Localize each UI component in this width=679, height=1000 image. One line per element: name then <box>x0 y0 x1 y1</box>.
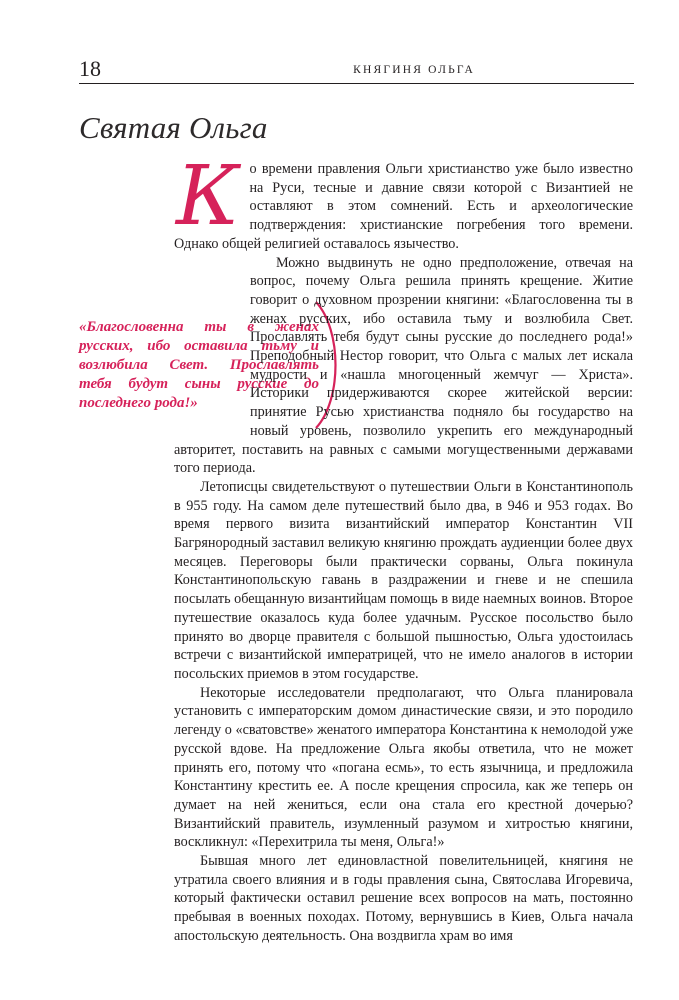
quote-space <box>78 254 250 424</box>
section-title: Святая Ольга <box>79 110 268 145</box>
paragraph: Летописцы свидетельствуют о путешествии Ольги в Константинополь в 955 году. На самом деле путешествий было два, в 946 и 953 годах. Во время первого визита византийский император Константин VII Багрянородный заставил великую княгиню прождать аудиенции более двух месяцев. Переговоры были практически сорваны, Ольга покинула Константинопольскую гавань в раздражении и гневе и не спешила посылать обещанную византийцам помощь в виде наемных воинов. Второе путешествие оказалось куда более удачным. Русское посольство было принято во дворце правителя с большой пышностью, Ольга удостоилась встречи с византийской императрицей, что не имело аналогов в истории посольских приемов в этом государстве. <box>174 478 633 682</box>
pull-quote: «Благословенна ты в женах русских, ибо оставила тьму и возлюбила Свет. Прославлять тебя будут сыны русские до последнего рода!» <box>79 319 319 411</box>
paragraph: Некоторые исследователи предполагают, что Ольга планировала установить с императорским домом династические связи, и это породило легенду о «сватовстве» женатого императора Константина к немолодой уже русской вдове. На предложение Ольга якобы ответила, что не может принять его, потому что «погана есмь», то есть язычница, и предложила Константину крестить ее. А после крещения спросила, как же теперь он думает на ней жениться, если она стала его крестной дочерью? Византийский правитель, изумленный разумом и хитростью княгини, воскликнул: «Перехитрила ты меня, Ольга!» <box>174 684 633 851</box>
paragraph: Бывшая много лет единовластной повелительницей, княгиня не утратила своего влияния и в годы правления сына, Святослава Игоревича, который фактически оставил решение всех вопросов на мать, постоянно пребывая в военных походах. Потому, вернувшись в Киев, Ольга начала апостольскую деятельность. Она воздвигла храм во имя <box>174 853 633 944</box>
body-text <box>174 149 633 946</box>
drop-cap: К <box>176 149 240 244</box>
paragraph: Можно выдвинуть не одно предположение, отвечая на вопрос, почему Ольга решила принять крещение. Житие говорит о духовном прозрении княгини: «Благословенна ты в женах русских, ибо оставила тьму и возлюбила Свет. Прославлять тебя будут сыны русские до последнего рода!» Преподобный Нестор говорит, что Ольга с малых лет искала мудрости и «нашла многоценный жемчуг — Христа». Историки придерживаются скорее житейской версии: принятие Русью христианства подняло бы государство на новый уровень, позволило укрепить его международный авторитет, поставить на равных с самыми могущественными державами того периода. <box>174 254 633 478</box>
paragraph: Ко времени правления Ольги христианство уже было известно на Руси, тесные и давние связи которой с Византией не оставляют в этом сомнений. Есть и археологические подтверждения: христианские погребения того времени. Однако общей религией оставалось язычество. <box>174 149 633 252</box>
running-title: КНЯГИНЯ ОЛЬГА <box>353 64 475 76</box>
header-rule <box>79 83 634 84</box>
page-number: 18 <box>79 56 101 81</box>
